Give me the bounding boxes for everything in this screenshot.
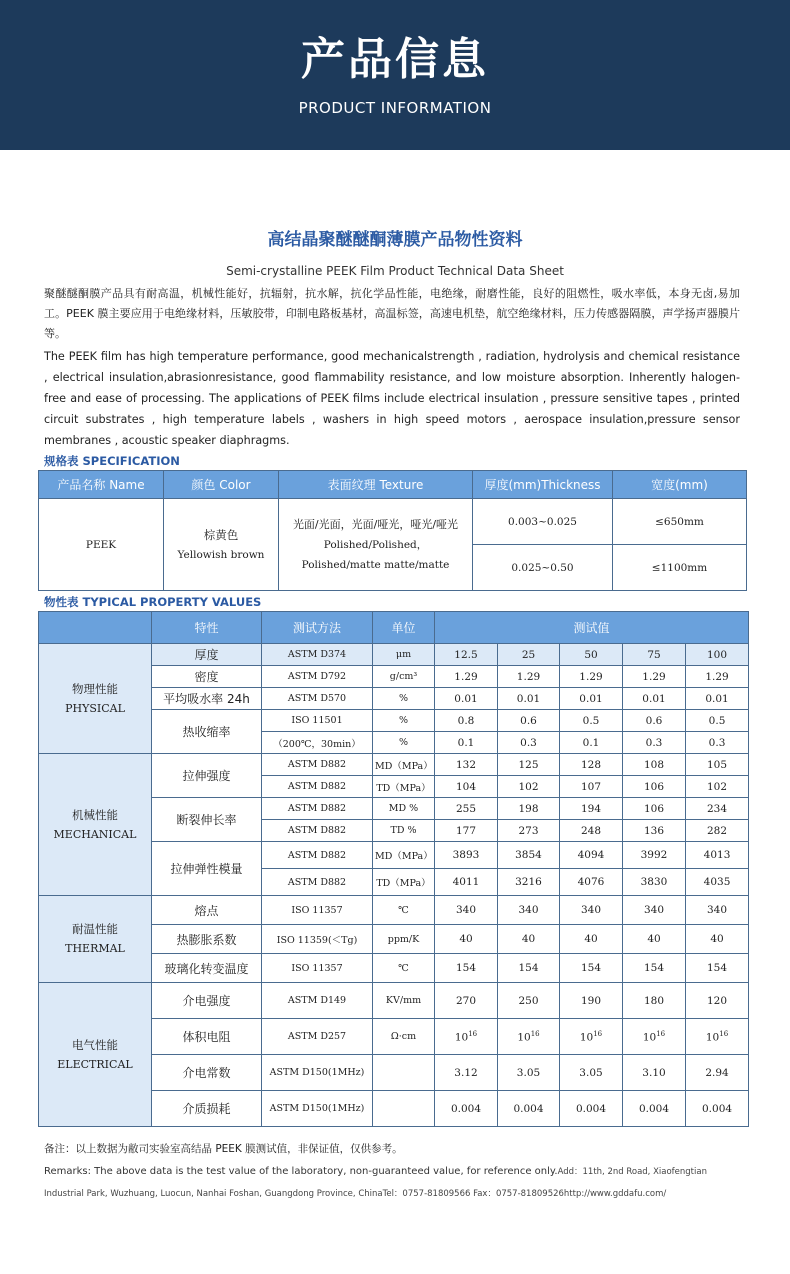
unit: ℃	[373, 896, 435, 925]
value-cell: 4094	[560, 842, 623, 869]
value-cell: 1.29	[686, 666, 749, 688]
value-cell: 0.004	[498, 1091, 560, 1127]
value-cell: 340	[498, 896, 560, 925]
value-cell: 107	[560, 776, 623, 798]
value-cell: 0.01	[498, 688, 560, 710]
value-cell: 3216	[498, 869, 560, 896]
value-cell: 248	[560, 820, 623, 842]
category-physical-en: PHYSICAL	[65, 701, 125, 715]
value-cell: 0.004	[623, 1091, 686, 1127]
remarks-english	[44, 1161, 744, 1205]
banner-title: 产品信息	[301, 34, 489, 85]
unit	[373, 1055, 435, 1091]
spec-thickness-2: 0.025~0.50	[473, 545, 613, 591]
test-method: ASTM D882	[262, 798, 373, 820]
value-cell: 132	[435, 754, 498, 776]
property-table	[38, 611, 749, 1127]
category-electrical-en: ELECTRICAL	[57, 1057, 133, 1071]
value-cell: 282	[686, 820, 749, 842]
property-name: 拉伸弹性模量	[152, 842, 262, 896]
category-mechanical-en: MECHANICAL	[53, 827, 137, 841]
spec-color	[164, 499, 279, 591]
value-cell: 0.004	[435, 1091, 498, 1127]
value-cell: 0.3	[623, 732, 686, 754]
value-cell: 120	[686, 983, 749, 1019]
spec-header-name: 产品名称 Name	[39, 471, 164, 499]
resistivity-exponent: 16	[593, 1029, 603, 1038]
value-cell: 154	[623, 954, 686, 983]
value-cell: 3893	[435, 842, 498, 869]
spec-product-name: PEEK	[39, 499, 164, 591]
property-name: 厚度	[152, 644, 262, 666]
value-cell: 40	[686, 925, 749, 954]
spec-width-1: ≤650mm	[613, 499, 747, 545]
value-cell: 0.3	[498, 732, 560, 754]
value-cell: 0.01	[623, 688, 686, 710]
value-cell: 340	[686, 896, 749, 925]
value-cell: 250	[498, 983, 560, 1019]
unit: ppm/K	[373, 925, 435, 954]
unit: TD %	[373, 820, 435, 842]
property-name: 介质损耗	[152, 1091, 262, 1127]
property-name: 断裂伸长率	[152, 798, 262, 842]
property-name: 拉伸强度	[152, 754, 262, 798]
value-cell: 1.29	[560, 666, 623, 688]
test-method: ASTM D374	[262, 644, 373, 666]
property-name: 热膨胀系数	[152, 925, 262, 954]
value-cell: 0.1	[560, 732, 623, 754]
value-cell: 0.004	[560, 1091, 623, 1127]
header-property: 特性	[152, 612, 262, 644]
value-cell	[686, 1019, 749, 1055]
unit: %	[373, 732, 435, 754]
value-cell: 3.05	[498, 1055, 560, 1091]
value-cell: 270	[435, 983, 498, 1019]
value-cell: 75	[623, 644, 686, 666]
value-cell: 125	[498, 754, 560, 776]
value-cell: 0.1	[435, 732, 498, 754]
remarks-english-text: Remarks: The above data is the test value of the laboratory, non-guaranteed value, for reference only.	[44, 1166, 558, 1177]
spec-section-label: 规格表 SPECIFICATION	[44, 454, 180, 468]
value-cell: 128	[560, 754, 623, 776]
unit: TD（MPa）	[373, 869, 435, 896]
category-mechanical	[39, 754, 152, 896]
value-cell: 4011	[435, 869, 498, 896]
test-condition: （200℃，30min）	[262, 732, 373, 754]
value-cell: 3.12	[435, 1055, 498, 1091]
unit: MD（MPa）	[373, 842, 435, 869]
value-cell: 100	[686, 644, 749, 666]
resistivity-base: 10	[454, 1031, 469, 1044]
value-cell: 340	[435, 896, 498, 925]
unit: MD（MPa）	[373, 754, 435, 776]
resistivity-exponent: 16	[719, 1029, 729, 1038]
company-address: Add：11th, 2nd Road, Xiaofengtian Industrial Park, Wuzhuang, Luocun, Nanhai Foshan, Guangdong Province, ChinaTel：0757-81809566 Fax：0757-81809526http://www.gddafu.com/	[44, 1167, 707, 1199]
value-cell: 1.29	[435, 666, 498, 688]
unit: ℃	[373, 954, 435, 983]
table-row	[39, 983, 749, 1019]
property-name: 平均吸水率 24h	[152, 688, 262, 710]
test-method: ASTM D882	[262, 842, 373, 869]
value-cell: 198	[498, 798, 560, 820]
value-cell: 3992	[623, 842, 686, 869]
test-method: ISO 11501	[262, 710, 373, 732]
value-cell: 3830	[623, 869, 686, 896]
value-cell: 40	[560, 925, 623, 954]
value-cell: 3.10	[623, 1055, 686, 1091]
value-cell: 106	[623, 798, 686, 820]
test-method: ASTM D882	[262, 820, 373, 842]
property-name: 介电强度	[152, 983, 262, 1019]
test-method: ASTM D257	[262, 1019, 373, 1055]
test-method: ASTM D792	[262, 666, 373, 688]
intro-chinese: 聚醚醚酮膜产品具有耐高温，机械性能好，抗辐射，抗水解，抗化学品性能，电绝缘，耐磨性能，良好的阻燃性，吸水率低，本身无卤,易加工。PEEK 膜主要应用于电绝缘材料，压敏胶带，印制电路板基材，高温标签，高速电机垫，航空绝缘材料，压力传感器隔膜，声学扬声器膜片等。	[44, 287, 740, 340]
value-cell: 50	[560, 644, 623, 666]
resistivity-exponent: 16	[530, 1029, 540, 1038]
unit: KV/mm	[373, 983, 435, 1019]
spec-width-2: ≤1100mm	[613, 545, 747, 591]
unit: g/cm³	[373, 666, 435, 688]
value-cell: 108	[623, 754, 686, 776]
spec-texture-en: Polished/Polished，Polished/matte matte/matte	[301, 538, 450, 571]
category-thermal	[39, 896, 152, 983]
test-method: ASTM D150(1MHz)	[262, 1091, 373, 1127]
test-method: ASTM D882	[262, 869, 373, 896]
spec-header-color: 颜色 Color	[164, 471, 279, 499]
property-name: 密度	[152, 666, 262, 688]
value-cell: 0.8	[435, 710, 498, 732]
intro-english: The PEEK film has high temperature performance, good mechanicalstrength , radiation, hydrolysis and chemical resistance , electrical insulation,abrasionresistance, good flammability resistance, and low moisture absorption. Inherently halogen-free and ease of processing. The applications of PEEK films include electrical insulation , pressure sensitive tapes , printed circuit substrates , high temperature labels , washers in high speed motors , aerospace insulation,pressure sensor membranes , acoustic speaker diaphragms.	[44, 350, 740, 447]
value-cell: 40	[435, 925, 498, 954]
spec-color-zh: 棕黄色	[203, 527, 239, 542]
header-category	[39, 612, 152, 644]
table-row	[39, 896, 749, 925]
value-cell: 177	[435, 820, 498, 842]
property-name: 玻璃化转变温度	[152, 954, 262, 983]
value-cell: 0.01	[560, 688, 623, 710]
value-cell: 12.5	[435, 644, 498, 666]
header-banner	[0, 0, 790, 150]
spec-row	[39, 499, 747, 545]
property-name: 介电常数	[152, 1055, 262, 1091]
category-thermal-en: THERMAL	[65, 942, 125, 955]
resistivity-base: 10	[517, 1031, 531, 1044]
value-cell: 0.6	[623, 710, 686, 732]
table-row	[39, 754, 749, 776]
value-cell: 194	[560, 798, 623, 820]
document-title: 高结晶聚醚醚酮薄膜产品物性资料	[267, 230, 523, 250]
value-cell: 40	[623, 925, 686, 954]
spec-texture-zh: 光面/光面，光面/哑光，哑光/哑光	[292, 517, 459, 531]
unit: %	[373, 710, 435, 732]
value-cell: 136	[623, 820, 686, 842]
table-row	[39, 644, 749, 666]
property-name: 熔点	[152, 896, 262, 925]
unit: %	[373, 688, 435, 710]
value-cell: 1.29	[623, 666, 686, 688]
test-method: ISO 11359(＜Tg)	[262, 925, 373, 954]
resistivity-exponent: 16	[468, 1029, 478, 1038]
property-header-row	[39, 612, 749, 644]
spec-header-texture: 表面纹理 Texture	[279, 471, 473, 499]
value-cell: 180	[623, 983, 686, 1019]
property-name: 体积电阻	[152, 1019, 262, 1055]
value-cell: 154	[435, 954, 498, 983]
value-cell: 190	[560, 983, 623, 1019]
test-method: ASTM D882	[262, 776, 373, 798]
value-cell: 4035	[686, 869, 749, 896]
value-cell: 106	[623, 776, 686, 798]
property-section-label: 物性表 TYPICAL PROPERTY VALUES	[44, 595, 262, 609]
category-thermal-zh: 耐温性能	[72, 922, 118, 936]
spec-table	[38, 470, 747, 591]
category-mechanical-zh: 机械性能	[72, 807, 118, 822]
value-cell: 154	[498, 954, 560, 983]
property-name: 热收缩率	[152, 710, 262, 754]
value-cell: 0.01	[435, 688, 498, 710]
resistivity-exponent: 16	[656, 1029, 666, 1038]
value-cell: 2.94	[686, 1055, 749, 1091]
unit	[373, 1091, 435, 1127]
spec-header-width: 宽度(mm)	[613, 471, 747, 499]
unit: μm	[373, 644, 435, 666]
unit: MD %	[373, 798, 435, 820]
value-cell: 340	[623, 896, 686, 925]
value-cell: 154	[686, 954, 749, 983]
value-cell	[498, 1019, 560, 1055]
value-cell: 40	[498, 925, 560, 954]
value-cell: 340	[560, 896, 623, 925]
header-values: 测试值	[435, 612, 749, 644]
spec-color-en: Yellowish brown	[177, 548, 265, 561]
value-cell: 105	[686, 754, 749, 776]
value-cell: 0.3	[686, 732, 749, 754]
unit: TD（MPa）	[373, 776, 435, 798]
spec-texture	[279, 499, 473, 591]
document-subtitle: Semi-crystalline PEEK Film Product Technical Data Sheet	[226, 264, 564, 278]
resistivity-base: 10	[579, 1031, 594, 1044]
value-cell: 25	[498, 644, 560, 666]
value-cell: 4013	[686, 842, 749, 869]
banner-subtitle: PRODUCT INFORMATION	[298, 99, 492, 117]
value-cell: 0.6	[498, 710, 560, 732]
test-method: ASTM D882	[262, 754, 373, 776]
value-cell	[560, 1019, 623, 1055]
category-electrical-zh: 电气性能	[72, 1037, 118, 1052]
test-method: ASTM D149	[262, 983, 373, 1019]
header-unit: 单位	[373, 612, 435, 644]
category-physical	[39, 644, 152, 754]
resistivity-base: 10	[642, 1031, 657, 1044]
value-cell: 255	[435, 798, 498, 820]
spec-header-thickness: 厚度(mm)Thickness	[473, 471, 613, 499]
value-cell: 0.004	[686, 1091, 749, 1127]
test-method: ISO 11357	[262, 954, 373, 983]
value-cell: 154	[560, 954, 623, 983]
category-electrical	[39, 983, 152, 1127]
value-cell: 1.29	[498, 666, 560, 688]
spec-header-row	[39, 471, 747, 499]
resistivity-base: 10	[705, 1031, 720, 1044]
test-method: ASTM D570	[262, 688, 373, 710]
value-cell: 102	[686, 776, 749, 798]
value-cell: 3.05	[560, 1055, 623, 1091]
value-cell: 102	[498, 776, 560, 798]
value-cell: 0.5	[560, 710, 623, 732]
spec-thickness-1: 0.003~0.025	[473, 499, 613, 545]
value-cell: 104	[435, 776, 498, 798]
value-cell: 0.5	[686, 710, 749, 732]
header-method: 测试方法	[262, 612, 373, 644]
test-method: ASTM D150(1MHz)	[262, 1055, 373, 1091]
value-cell	[623, 1019, 686, 1055]
value-cell: 234	[686, 798, 749, 820]
value-cell: 0.01	[686, 688, 749, 710]
unit: Ω·cm	[373, 1019, 435, 1055]
category-physical-zh: 物理性能	[72, 681, 118, 696]
value-cell: 4076	[560, 869, 623, 896]
value-cell	[435, 1019, 498, 1055]
value-cell: 3854	[498, 842, 560, 869]
value-cell: 273	[498, 820, 560, 842]
remarks-chinese: 备注：以上数据为敝司实验室高结晶 PEEK 膜测试值，非保证值，仅供参考。	[44, 1143, 403, 1155]
test-method: ISO 11357	[262, 896, 373, 925]
